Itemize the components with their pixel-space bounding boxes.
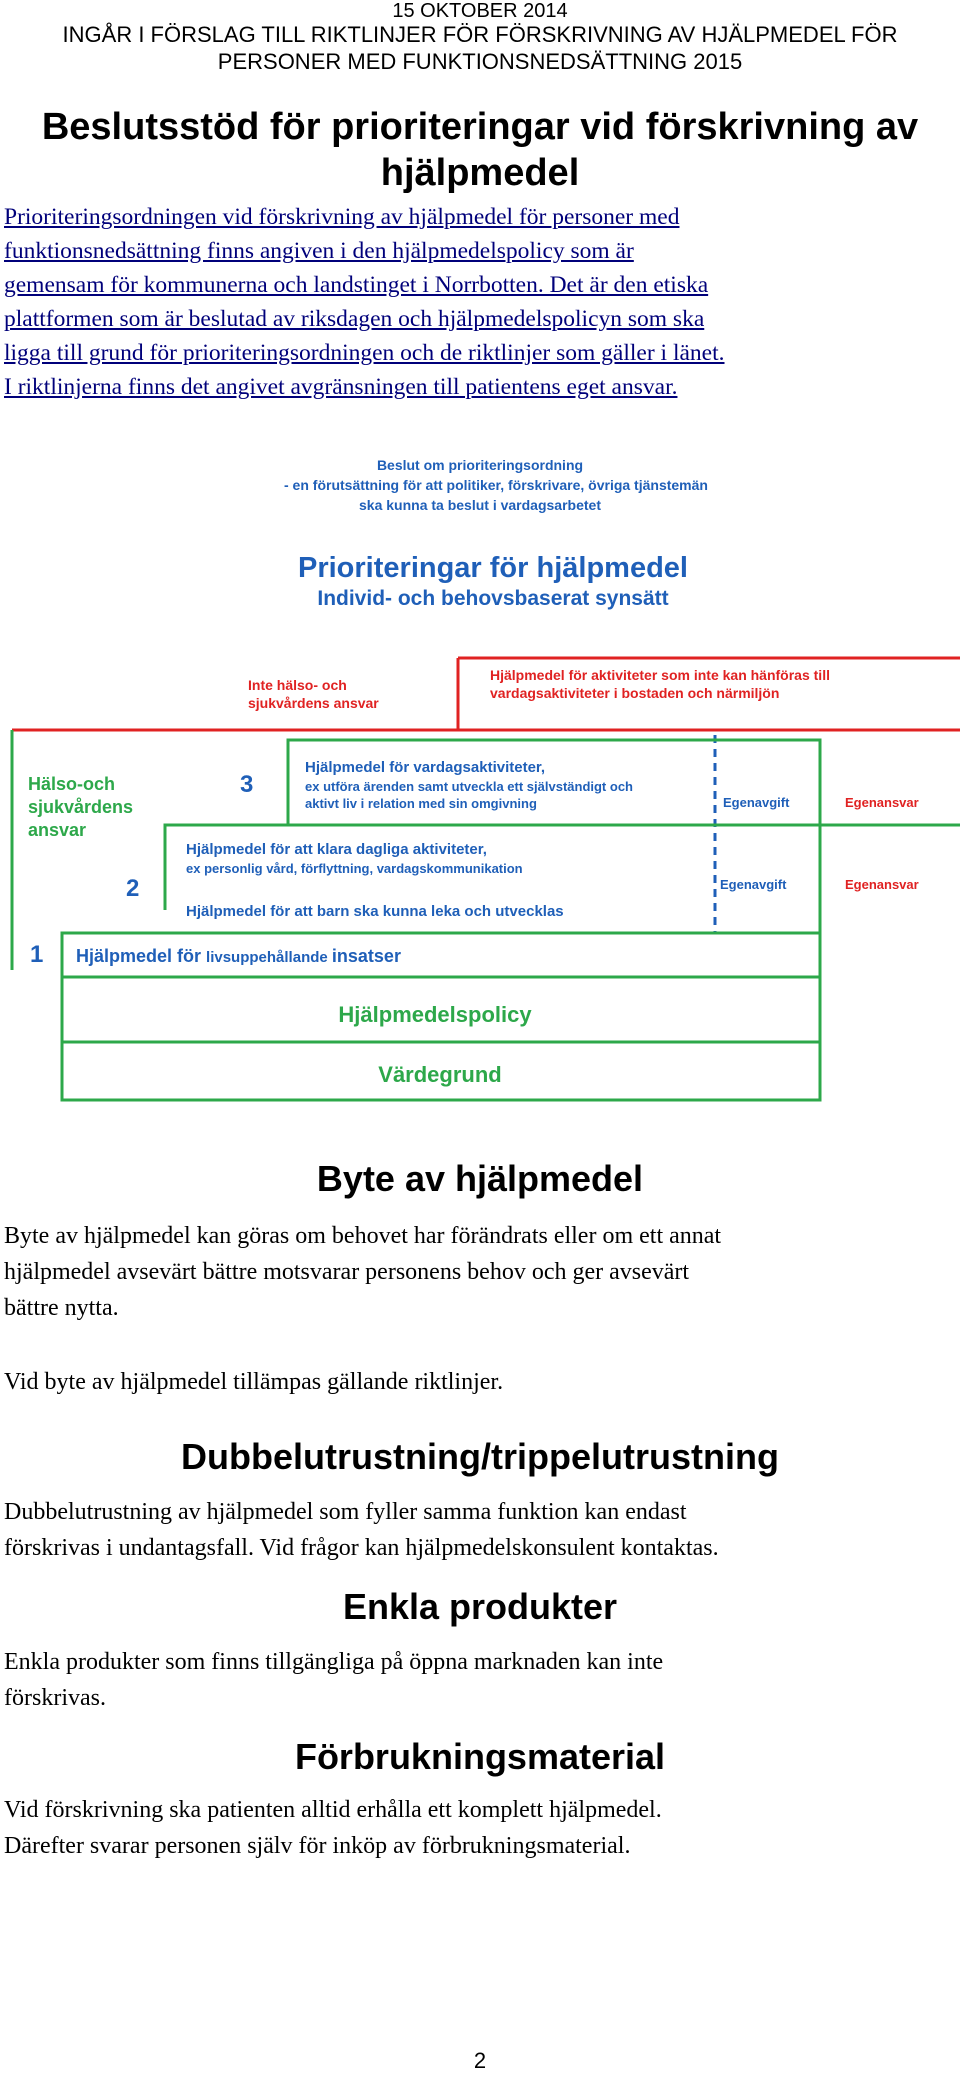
- enkla-paragraph-line: förskrivas.: [4, 1685, 106, 1711]
- diagram-title: Prioriteringar för hjälpmedel: [298, 552, 688, 584]
- level-3-own-responsibility: Egenansvar: [845, 795, 919, 810]
- intro-line: gemensam för kommunerna och landstinget i Norrbotten. Det är den etiska: [4, 272, 709, 298]
- page-number: 2: [473, 2048, 487, 2073]
- section-heading-byte: Byte av hjälpmedel: [316, 1158, 644, 1199]
- red-box-text: vardagsaktiviteter i bostaden och närmiljön: [490, 685, 780, 701]
- level-2-text: ex personlig vård, förflyttning, vardagskommunikation: [186, 861, 523, 876]
- intro-line: Prioriteringsordningen vid förskrivning av hjälpmedel för personer med: [4, 204, 680, 230]
- level-3-text: ex utföra ärenden samt utveckla ett självständigt och: [305, 779, 633, 794]
- level-3-number: 3: [240, 771, 254, 798]
- page-title: [0, 104, 960, 196]
- page-title-line-2: hjälpmedel: [380, 152, 580, 194]
- section-heading-forbruk: Förbrukningsmaterial: [294, 1736, 666, 1777]
- diagram-note-line: Beslut om prioriteringsordning: [376, 457, 584, 473]
- forbruk-paragraph-line: Vid förskrivning ska patienten alltid erhålla ett komplett hjälpmedel.: [4, 1797, 662, 1823]
- health-care-label: Hälso-och: [28, 774, 116, 794]
- level-1-number: 1: [30, 941, 44, 968]
- header-date: 15 OKTOBER 2014: [392, 0, 568, 22]
- health-care-label: ansvar: [28, 820, 87, 840]
- dubbel-paragraph-line: förskrivas i undantagsfall. Vid frågor kan hjälpmedelskonsulent kontaktas.: [4, 1535, 719, 1561]
- level-2-fee: Egenavgift: [720, 877, 787, 892]
- level-1-text: [76, 946, 401, 966]
- level-1-text-b: livsuppehållande: [206, 949, 332, 966]
- policy-label: Hjälpmedelspolicy: [338, 1002, 532, 1027]
- byte-paragraph-line: Byte av hjälpmedel kan göras om behovet har förändrats eller om ett annat: [4, 1223, 722, 1249]
- intro-line: funktionsnedsättning finns angiven i den hjälpmedelspolicy som är: [4, 238, 634, 264]
- diagram-subtitle: Individ- och behovsbaserat synsätt: [317, 587, 669, 610]
- health-care-label: sjukvårdens: [28, 797, 134, 817]
- level-3-fee: Egenavgift: [723, 795, 790, 810]
- not-health-care-label: Inte hälso- och: [248, 677, 347, 693]
- dubbel-paragraph-line: Dubbelutrustning av hjälpmedel som fyller samma funktion kan endast: [4, 1499, 687, 1525]
- forbruk-paragraph-line: Därefter svarar personen själv för inköp av förbrukningsmaterial.: [4, 1833, 631, 1859]
- section-heading-dubbel: Dubbelutrustning/trippelutrustning: [181, 1436, 779, 1477]
- section-heading-enkla: Enkla produkter: [342, 1586, 618, 1627]
- level-2-own-responsibility: Egenansvar: [845, 877, 919, 892]
- byte-paragraph-2: Vid byte av hjälpmedel tillämpas gällande riktlinjer.: [4, 1369, 504, 1395]
- intro-line: I riktlinjerna finns det angivet avgränsningen till patientens eget ansvar.: [4, 374, 678, 400]
- diagram-note-line: - en förutsättning för att politiker, förskrivare, övriga tjänstemän: [284, 477, 708, 493]
- values-label: Värdegrund: [378, 1062, 502, 1087]
- not-health-care-label: sjukvårdens ansvar: [248, 695, 379, 711]
- level-3-text: Hjälpmedel för vardagsaktiviteter,: [305, 759, 546, 776]
- level-3-text: aktivt liv i relation med sin omgivning: [305, 796, 537, 811]
- red-box-text: Hjälpmedel för aktiviteter som inte kan hänföras till: [490, 667, 830, 683]
- level-2-children-text: Hjälpmedel för att barn ska kunna leka och utvecklas: [186, 903, 564, 920]
- header-line-1: INGÅR I FÖRSLAG TILL RIKTLINJER FÖR FÖRSKRIVNING AV HJÄLPMEDEL FÖR: [62, 22, 898, 47]
- enkla-paragraph-line: Enkla produkter som finns tillgängliga på öppna marknaden kan inte: [4, 1649, 664, 1675]
- diagram-note-line: ska kunna ta beslut i vardagsarbetet: [359, 497, 601, 513]
- priority-diagram: [0, 450, 960, 1130]
- page-title-line-1: Beslutsstöd för prioriteringar vid förskrivning av: [41, 106, 919, 148]
- header-line-2: PERSONER MED FUNKTIONSNEDSÄTTNING 2015: [217, 49, 743, 74]
- intro-line: plattformen som är beslutad av riksdagen och hjälpmedelspolicyn som ska: [4, 306, 705, 332]
- intro-line: ligga till grund för prioriteringsordningen och de riktlinjer som gäller i länet.: [4, 340, 725, 366]
- level-1-text-a: Hjälpmedel för: [76, 946, 207, 966]
- level-2-number: 2: [126, 875, 140, 902]
- level-1-text-c: insatser: [331, 946, 401, 966]
- byte-paragraph-line: bättre nytta.: [4, 1295, 119, 1321]
- byte-paragraph-line: hjälpmedel avsevärt bättre motsvarar personens behov och ger avsevärt: [4, 1259, 690, 1285]
- level-2-text: Hjälpmedel för att klara dagliga aktiviteter,: [186, 841, 487, 858]
